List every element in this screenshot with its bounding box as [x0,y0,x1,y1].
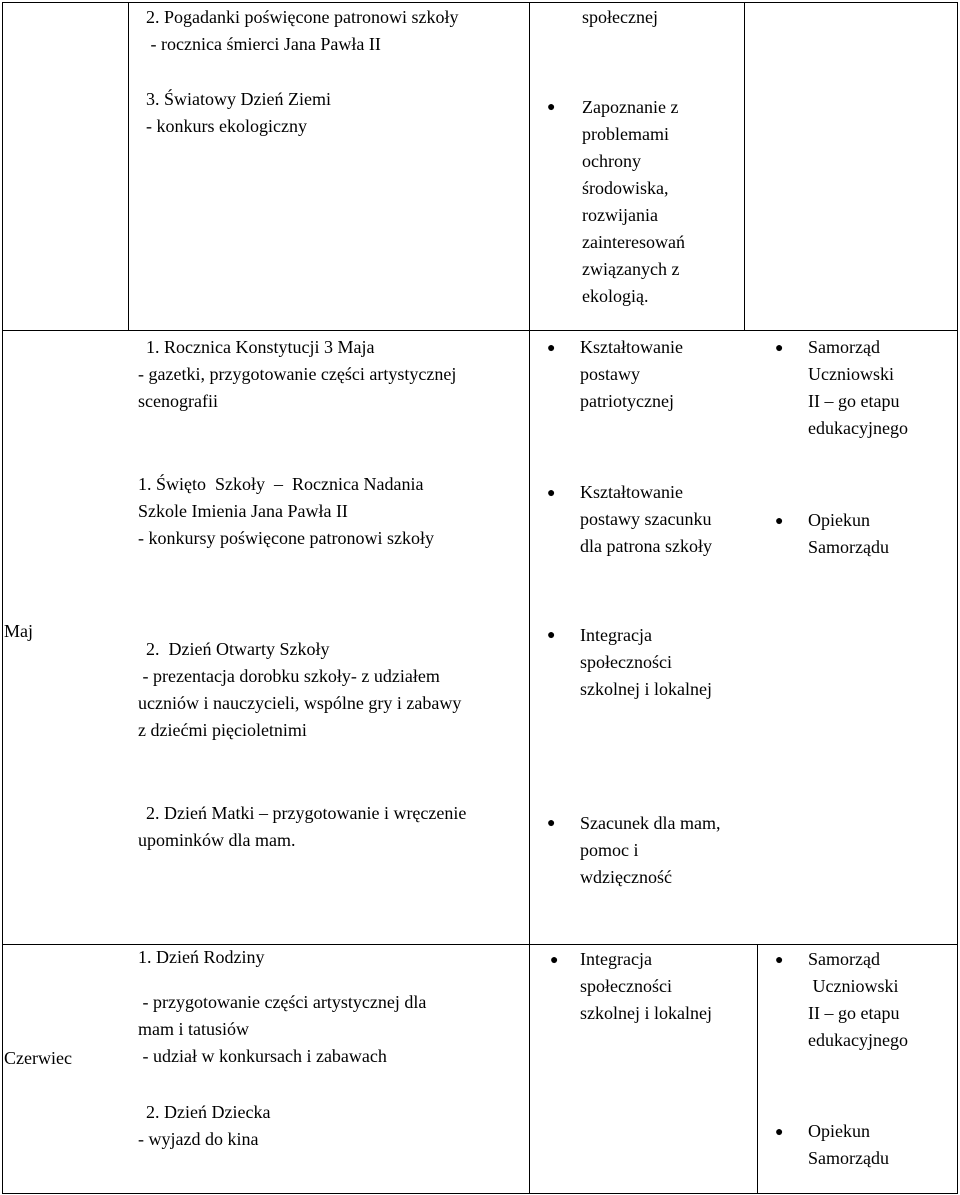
goal-line: problemami [582,124,669,144]
activity-line: - udział w konkursach i zabawach [138,1046,387,1066]
activity-line: Szkole Imienia Jana Pawła II [138,501,348,521]
responsible-line: Samorząd [808,337,880,357]
activity-line: scenografii [138,391,218,411]
goal-line: społeczności [580,652,672,672]
responsible-line: Samorządu [808,1148,889,1168]
goal-line: związanych z [582,259,680,279]
goal-line: rozwijania [582,205,658,225]
bullet-icon: ● [775,341,784,356]
goal-line: postawy [580,364,640,384]
goal-line: szkolnej i lokalnej [580,1003,712,1023]
month-label: Czerwiec [4,1048,72,1068]
goal-line: społecznej [582,7,658,27]
goal-line: postawy szacunku [580,509,712,529]
bullet-icon: ● [775,953,784,968]
activity-line: z dziećmi pięcioletnimi [138,720,307,740]
bullet-icon: ● [775,514,784,529]
activity-line: - konkurs ekologiczny [146,116,307,136]
bullet-icon: ● [547,100,556,115]
goal-line: Kształtowanie [580,482,683,502]
activity-line: mam i tatusiów [138,1019,249,1039]
responsible-line: Samorządu [808,537,889,557]
activity-line: 2. Pogadanki poświęcone patronowi szkoły [146,7,459,27]
activity-line: upominków dla mam. [138,830,296,850]
month-label: Maj [4,621,33,641]
column-divider [744,2,745,330]
goal-line: Integracja [580,625,652,645]
column-divider [128,2,129,330]
bullet-icon: ● [547,816,556,831]
column-divider [529,2,530,1193]
activity-line: - przygotowanie części artystycznej dla [138,992,427,1012]
column-divider [757,944,758,1193]
activity-line: 2. Dzień Matki – przygotowanie i wręczenie [146,803,467,823]
responsible-line: Opiekun [808,510,870,530]
bullet-icon: ● [550,953,559,968]
activity-line: - rocznica śmierci Jana Pawła II [146,34,381,54]
activity-line: 3. Światowy Dzień Ziemi [146,89,331,109]
bullet-icon: ● [547,628,556,643]
responsible-line: edukacyjnego [808,1030,908,1050]
goal-line: patriotycznej [580,391,674,411]
table-border-top [2,2,958,3]
responsible-line: Uczniowski [808,976,899,996]
goal-line: Zapoznanie z [582,97,679,117]
activity-line: - gazetki, przygotowanie części artystycznej [138,364,457,384]
table-border-right [957,2,958,1193]
goal-line: pomoc i [580,840,639,860]
table-border-left [2,2,3,1193]
bullet-icon: ● [547,486,556,501]
activity-line: - prezentacja dorobku szkoły- z udziałem [138,666,440,686]
activity-line: - wyjazd do kina [138,1129,259,1149]
goal-line: ochrony [582,151,641,171]
activity-line: - konkursy poświęcone patronowi szkoły [138,528,434,548]
responsible-line: II – go etapu [808,1003,900,1023]
goal-line: zainteresowań [582,232,685,252]
row-divider [2,330,958,331]
activity-line: 1. Dzień Rodziny [138,947,265,967]
goal-line: środowiska, [582,178,669,198]
goal-line: dla patrona szkoły [580,536,712,556]
goal-line: wdzięczność [580,867,672,887]
goal-line: Kształtowanie [580,337,683,357]
goal-line: szkolnej i lokalnej [580,679,712,699]
responsible-line: Opiekun [808,1121,870,1141]
goal-line: Integracja [580,949,652,969]
activity-line: 2. Dzień Otwarty Szkoły [146,639,330,659]
bullet-icon: ● [775,1125,784,1140]
responsible-line: Uczniowski [808,364,894,384]
goal-line: społeczności [580,976,672,996]
goal-line: ekologią. [582,286,649,306]
responsible-line: edukacyjnego [808,418,908,438]
activity-line: uczniów i nauczycieli, wspólne gry i zabawy [138,693,462,713]
activity-line: 1. Rocznica Konstytucji 3 Maja [146,337,375,357]
activity-line: 1. Święto Szkoły – Rocznica Nadania [138,474,424,494]
table-border-bottom [2,1193,958,1194]
activity-line: 2. Dzień Dziecka [146,1102,271,1122]
goal-line: Szacunek dla mam, [580,813,721,833]
responsible-line: II – go etapu [808,391,900,411]
bullet-icon: ● [547,341,556,356]
responsible-line: Samorząd [808,949,880,969]
